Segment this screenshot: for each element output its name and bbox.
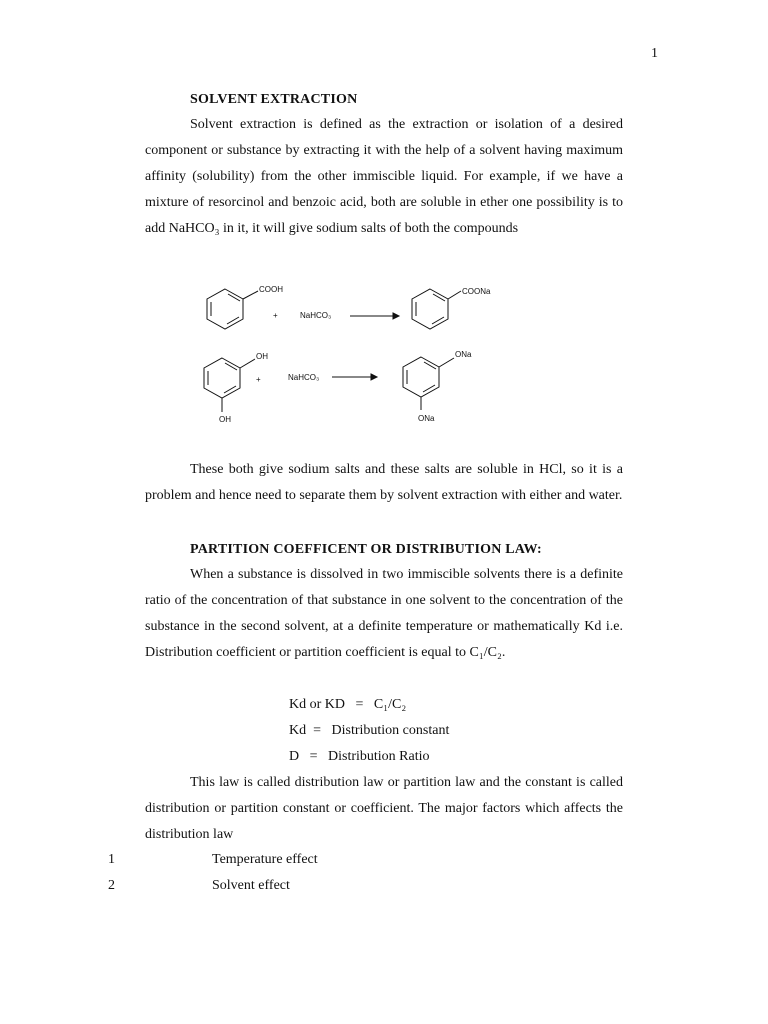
paragraph-sodium-salts: These both give sodium salts and these salts are soluble in HCl, so it is a problem and hence need to separate them by solvent extraction with either and water. bbox=[145, 462, 623, 503]
plus-sign-2: + bbox=[256, 375, 261, 384]
paragraph-solvent-extraction-definition: Solvent extraction is defined as the extraction or isolation of a desired component or substance by extracting it with the help of a solvent having maximum affinity (solubility) from the other immiscible liquid. For example, if we have a mixture of resorcinol and benzoic acid, both are soluble in ether one possibility is to add NaHCO₃ in it, it will give sodium salts of both the compounds bbox=[145, 117, 623, 236]
benzene-ring-sodium-benzoate bbox=[412, 289, 461, 329]
equation-d-definition: D = Distribution Ratio bbox=[289, 749, 430, 764]
label-cooh: COOH bbox=[259, 285, 283, 294]
label-ona-top: ONa bbox=[455, 350, 472, 359]
factor-number-1: 1 bbox=[108, 852, 115, 867]
section-heading-solvent-extraction: SOLVENT EXTRACTION bbox=[190, 92, 358, 107]
benzene-ring-resorcinol bbox=[204, 358, 255, 412]
label-oh-top: OH bbox=[256, 352, 268, 361]
label-nahco3-2: NaHCO₃ bbox=[288, 373, 320, 382]
benzene-ring-benzoic-acid bbox=[207, 289, 258, 329]
label-ona-bottom: ONa bbox=[418, 414, 435, 423]
label-oh-bottom: OH bbox=[219, 415, 231, 424]
page-number: 1 bbox=[651, 46, 658, 61]
label-coona: COONa bbox=[462, 287, 491, 296]
section-heading-partition-coefficient: PARTITION COEFFICENT OR DISTRIBUTION LAW: bbox=[190, 542, 542, 557]
equation-kd-ratio: Kd or KD = C₁/C₂ bbox=[289, 697, 407, 712]
paragraph-partition-definition: When a substance is dissolved in two immiscible solvents there is a definite ratio of the concentration of that substance in one solvent to the concentration of the substance in the second solvent, at a definite temperature or mathematically Kd i.e. Distribution coefficient or partition coefficient is equal to C₁/C₂. bbox=[145, 567, 623, 660]
factor-solvent-effect: Solvent effect bbox=[212, 878, 290, 893]
plus-sign-1: + bbox=[273, 311, 278, 320]
factor-number-2: 2 bbox=[108, 878, 115, 893]
factor-temperature-effect: Temperature effect bbox=[212, 852, 318, 867]
label-nahco3-1: NaHCO₃ bbox=[300, 311, 332, 320]
equation-kd-definition: Kd = Distribution constant bbox=[289, 723, 450, 738]
paragraph-distribution-law: This law is called distribution law or partition law and the constant is called distribution or partition constant or coefficient. The major factors which affects the distribution law bbox=[145, 775, 623, 842]
benzene-ring-sodium-resorcinolate bbox=[403, 357, 454, 410]
